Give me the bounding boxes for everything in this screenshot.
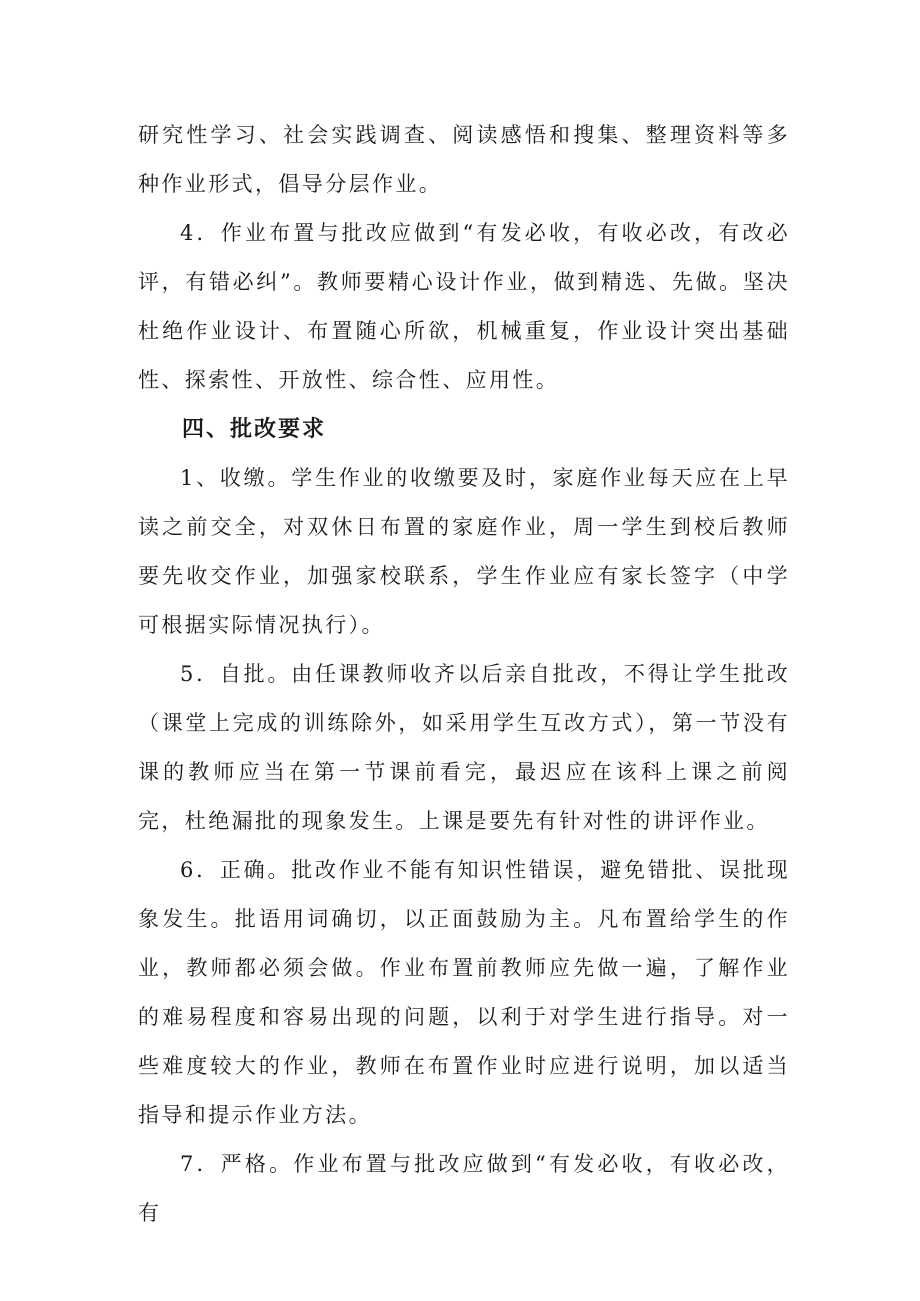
paragraph-item-4: 4．作业布置与批改应做到“有发必收，有收必改，有改必评，有错必纠”。教师要精心设计作业，做到精选、先做。坚决杜绝作业设计、布置随心所欲，机械重复，作业设计突出基础性、探索性、开放性、综合性、应用性。 xyxy=(138,221,790,392)
paragraph-item-6-accuracy: 6．正确。批改作业不能有知识性错误，避免错批、误批现象发生。批语用词确切，以正面鼓励为主。凡布置给学生的作业，教师都必须会做。作业布置前教师应先做一遍，了解作业的难易程度和容易出现的问题，以利于对学生进行指导。对一些难度较大的作业，教师在布置作业时应进行说明，加以适当指导和提示作业方法。 xyxy=(138,858,790,1127)
paragraph-item-5-self-correction: 5．自批。由任课教师收齐以后亲自批改，不得让学生批改（课堂上完成的训练除外，如采用学生互改方式），第一节没有课的教师应当在第一节课前看完，最迟应在该科上课之前阅完，杜绝漏批的现象发生。上课是要先有针对性的讲评作业。 xyxy=(138,662,790,833)
section-heading-correction-requirements: 四、批改要求 xyxy=(182,417,327,442)
paragraph-homework-forms: 研究性学习、社会实践调查、阅读感悟和搜集、整理资料等多种作业形式，倡导分层作业。 xyxy=(138,123,790,196)
paragraph-item-7-strictness: 7．严格。作业布置与批改应做到“有发必收，有收必改，有 xyxy=(138,1152,790,1225)
paragraph-item-1-collection: 1、收缴。学生作业的收缴要及时，家庭作业每天应在上早读之前交全，对双休日布置的家庭作业，周一学生到校后教师要先收交作业，加强家校联系，学生作业应有家长签字（中学可根据实际情况执行）。 xyxy=(138,466,790,637)
document-body xyxy=(138,111,790,1238)
